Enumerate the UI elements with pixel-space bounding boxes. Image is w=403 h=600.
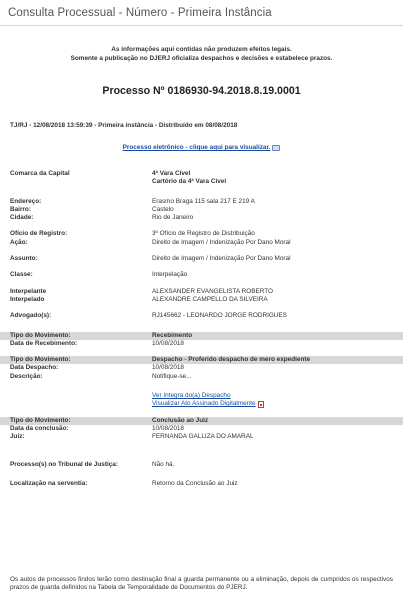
view-signed-act-link[interactable] — [152, 400, 403, 408]
movement-type-value: Despacho - Proferido despacho de mero expediente — [152, 356, 311, 364]
advogado-value: RJ145662 - LEONARDO JORGE RODRIGUES — [152, 312, 287, 320]
detail-row-interpelante — [0, 288, 403, 296]
endereco-label: Endereço: — [10, 197, 42, 205]
movement-type-label: Tipo do Movimento: — [10, 416, 71, 424]
movement-date-value: 10/08/2018 — [152, 339, 184, 347]
movement-date-row — [0, 364, 403, 372]
bairro-label: Bairro: — [10, 205, 31, 213]
oficio-label: Ofício de Registro: — [10, 230, 68, 238]
electronic-process-link[interactable] — [0, 144, 403, 151]
detail-row-oficio — [0, 230, 403, 238]
detail-row-acao — [0, 239, 403, 247]
comarca-label: Comarca da Capital — [10, 170, 70, 177]
movement-type-value: Recebimento — [152, 331, 193, 339]
movement-type-label: Tipo do Movimento: — [10, 331, 71, 339]
oficio-value: 3º Ofício de Registro de Distribuição — [152, 230, 255, 238]
cidade-value: Rio de Janeiro — [152, 214, 194, 222]
cartorio-value: Cartório da 4ª Vara Cível — [152, 178, 227, 186]
movement-date-value: 10/08/2018 — [152, 364, 184, 372]
page-title: Consulta Processual - Número - Primeira Instância — [8, 6, 272, 19]
notice-line-2: Somente a publicação no DJERJ oficializa despachos e decisões e estabelece prazos. — [70, 55, 333, 62]
process-number: Processo Nº 0186930-94.2018.8.19.0001 — [102, 85, 301, 97]
movement-header — [0, 417, 403, 425]
comarca-value: 4ª Vara Cível — [152, 170, 191, 177]
detail-row-tribunal — [0, 461, 403, 469]
movement-date-label: Data Despacho: — [10, 364, 59, 372]
interpelado-label: Interpelado — [10, 295, 45, 303]
movement-link-row — [0, 392, 403, 400]
detail-row-assunto — [0, 255, 403, 263]
interpelante-value: ALEXSANDER EVANGELISTA ROBERTO — [152, 287, 273, 295]
movement-type-label: Tipo do Movimento: — [10, 356, 71, 364]
detail-row-cartorio — [0, 178, 403, 186]
localizacao-value: Retorno da Conclusão ao Juiz — [152, 479, 238, 487]
advogado-label: Advogado(s): — [10, 312, 52, 320]
movement-date-label: Data de Recebimento: — [10, 339, 78, 347]
movement-description-row — [0, 373, 403, 381]
view-signed-act-label[interactable]: Visualizar Ato Assinado Digitalmente — [152, 400, 256, 408]
movement-judge-row — [0, 433, 403, 441]
detail-row-comarca — [0, 170, 403, 178]
view-despacho-link[interactable]: Ver íntegra do(a) Despacho — [152, 392, 231, 400]
classe-value: Interpelação — [152, 271, 188, 279]
electronic-process-link-label[interactable]: Processo eletrônico - clique aqui para visualizar. — [122, 144, 271, 151]
movement-description-value: Notifique-se... — [152, 372, 192, 380]
acao-label: Ação: — [10, 238, 28, 246]
movement-date-row — [0, 425, 403, 433]
detail-row-endereco — [0, 198, 403, 206]
page-header — [0, 0, 403, 26]
movement-date-label: Data da conclusão: — [10, 424, 69, 432]
movement-link-row — [0, 400, 403, 408]
detail-row-advogado — [0, 312, 403, 320]
detail-row-localizacao — [0, 480, 403, 488]
classe-label: Classe: — [10, 271, 33, 279]
interpelante-label: Interpelante — [10, 287, 47, 295]
detail-row-cidade — [0, 214, 403, 222]
retention-notice: Os autos de processos findos terão como destinação final a guarda permanente ou a eliminação, depois de cumpridos os respectivos prazos de guarda definidos na Tabela de Temporalidade de Documentos do PJERJ. — [10, 576, 393, 592]
detail-row-interpelado — [0, 296, 403, 304]
legal-notice — [0, 45, 403, 63]
monitor-icon[interactable] — [272, 145, 280, 151]
cidade-label: Cidade: — [10, 214, 34, 222]
interpelado-value: ALEXANDRE CAMPELLO DA SILVEIRA — [152, 295, 268, 303]
acao-value: Direito de Imagem / Indenização Por Dano Moral — [152, 238, 291, 246]
pdf-icon[interactable] — [258, 401, 264, 408]
bairro-value: Castelo — [152, 205, 174, 213]
movement-date-row — [0, 340, 403, 348]
movement-header — [0, 356, 403, 364]
movement-header — [0, 332, 403, 340]
assunto-label: Assunto: — [10, 255, 38, 263]
process-details — [0, 170, 403, 488]
endereco-value: Erasmo Braga 115 sala 217 E 219 A — [152, 197, 255, 205]
detail-row-bairro — [0, 206, 403, 214]
tribunal-value: Não há. — [152, 460, 175, 468]
movement-type-value: Conclusão ao Juiz — [152, 416, 209, 424]
localizacao-label: Localização na serventia: — [10, 479, 88, 487]
notice-line-1: As informações aqui contidas não produzem efeitos legais. — [111, 46, 292, 53]
movement-date-value: 10/08/2018 — [152, 424, 184, 432]
movement-description-label: Descrição: — [10, 372, 43, 380]
movement-judge-value: FERNANDA GALLIZA DO AMARAL — [152, 433, 254, 441]
detail-row-classe — [0, 271, 403, 279]
tribunal-label: Processo(s) no Tribunal de Justiça: — [10, 460, 118, 468]
process-info: TJ/RJ - 12/08/2018 13:59:39 - Primeira instância - Distribuído em 08/08/2018 — [10, 122, 238, 129]
assunto-value: Direito de Imagem / Indenização Por Dano Moral — [152, 255, 291, 263]
movement-judge-label: Juiz: — [10, 433, 25, 441]
